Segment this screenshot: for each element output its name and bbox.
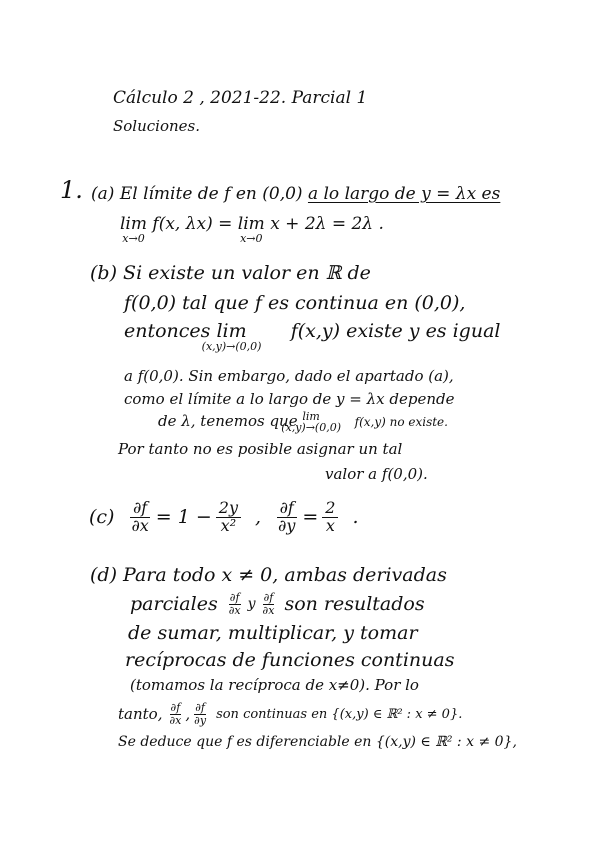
part-b-line2: f(0,0) tal que f es continua en (0,0), (124, 292, 466, 314)
page-title: Cálculo 2 , 2021-22. Parcial 1 (113, 88, 368, 108)
part-b-text: entonces (124, 320, 211, 342)
part-d-text: parciales (130, 593, 218, 616)
part-d-line1 (90, 564, 447, 586)
part-a-label: (a) (91, 184, 115, 204)
partial-derivative-fx: $\frac{\partial f}{\partial x}$ (228, 591, 241, 617)
part-b-text: f(x,y) existe y es igual (290, 320, 501, 342)
limit-subscript: (x,y)→(0,0) (281, 421, 342, 435)
part-b-line5: como el límite a lo largo de y = λx depende (124, 390, 455, 408)
limit-expression: lim x→0 (120, 214, 147, 245)
equation-text: = (302, 506, 319, 529)
equation-text: . (352, 506, 359, 529)
partial-derivative-fx: $\frac{\partial f}{\partial x}$ (169, 701, 182, 727)
page-subtitle: Soluciones. (113, 117, 200, 135)
limit-subscript: x→0 (240, 232, 263, 245)
fraction: $\frac{2}{x}$ (322, 500, 338, 535)
limit-expression: lim (x,y)→(0,0) (281, 410, 342, 435)
part-b-text: Si existe un valor en ℝ de (123, 262, 371, 284)
part-d-line5: (tomamos la recíproca de x≠0). Por lo (130, 676, 419, 694)
separator: , (255, 506, 262, 529)
part-a-underlined-text: a lo largo de y = λx es (307, 184, 501, 204)
partial-derivative-fx: $\frac{\partial f}{\partial x}$ (131, 498, 149, 535)
part-d-line3: de sumar, multiplicar, y tomar (128, 622, 418, 644)
separator: , (185, 705, 191, 724)
limit-argument: f(x, λx) = (152, 214, 233, 234)
part-d-text: son continuas en {(x,y) ∈ ℝ² : x ≠ 0}. (216, 706, 463, 722)
limit-expression: lim x→0 (237, 214, 265, 245)
part-b-line3 (124, 320, 501, 353)
part-a-line2 (120, 214, 384, 245)
part-d-text: tanto, (118, 705, 163, 724)
part-b-line7: Por tanto no es posible asignar un tal (118, 440, 403, 458)
part-d-text: son resultados (284, 593, 425, 616)
partial-derivative-fy: $\frac{\partial f}{\partial y}$ (278, 498, 296, 535)
part-d-label: (d) (90, 564, 117, 586)
part-d-line6 (118, 702, 462, 726)
equation-text: = 1 − (155, 506, 212, 529)
part-b-text: de λ, tenemos que (158, 412, 298, 430)
part-a-line1 (91, 184, 500, 204)
part-b-line4: a f(0,0). Sin embargo, dado el apartado (a), (124, 367, 454, 385)
limit-subscript: (x,y)→(0,0) (201, 340, 262, 353)
fraction: $\frac{2y}{\text{x²}}$ (216, 500, 241, 535)
part-b-label: (b) (90, 262, 117, 284)
part-b-line1 (90, 262, 371, 284)
question-number: 1. (60, 176, 83, 204)
part-d-line7: Se deduce que f es diferenciable en {(x,y) ∈ ℝ² : x ≠ 0}, (118, 734, 517, 750)
limit-expression: lim (x,y)→(0,0) (201, 320, 262, 353)
part-d-text: Para todo x ≠ 0, ambas derivadas (123, 564, 447, 586)
part-c-label: (c) (89, 506, 115, 529)
part-d-line4: recíprocas de funciones continuas (125, 649, 455, 671)
limit-subscript: x→0 (122, 232, 145, 245)
part-a-text: El límite de f en (0,0) (119, 184, 308, 204)
part-b-line8: valor a f(0,0). (325, 465, 428, 483)
partial-derivative-fx: $\frac{\partial f}{\partial x}$ (262, 591, 275, 617)
part-c-line (89, 500, 359, 535)
part-d-line2 (130, 592, 425, 616)
part-b-line6 (158, 410, 448, 435)
part-d-text: y (247, 596, 256, 613)
part-b-text: f(x,y) no existe. (354, 415, 448, 429)
partial-derivative-fy: $\frac{\partial f}{\partial y}$ (194, 701, 207, 727)
limit-result: x + 2λ = 2λ . (270, 214, 384, 234)
